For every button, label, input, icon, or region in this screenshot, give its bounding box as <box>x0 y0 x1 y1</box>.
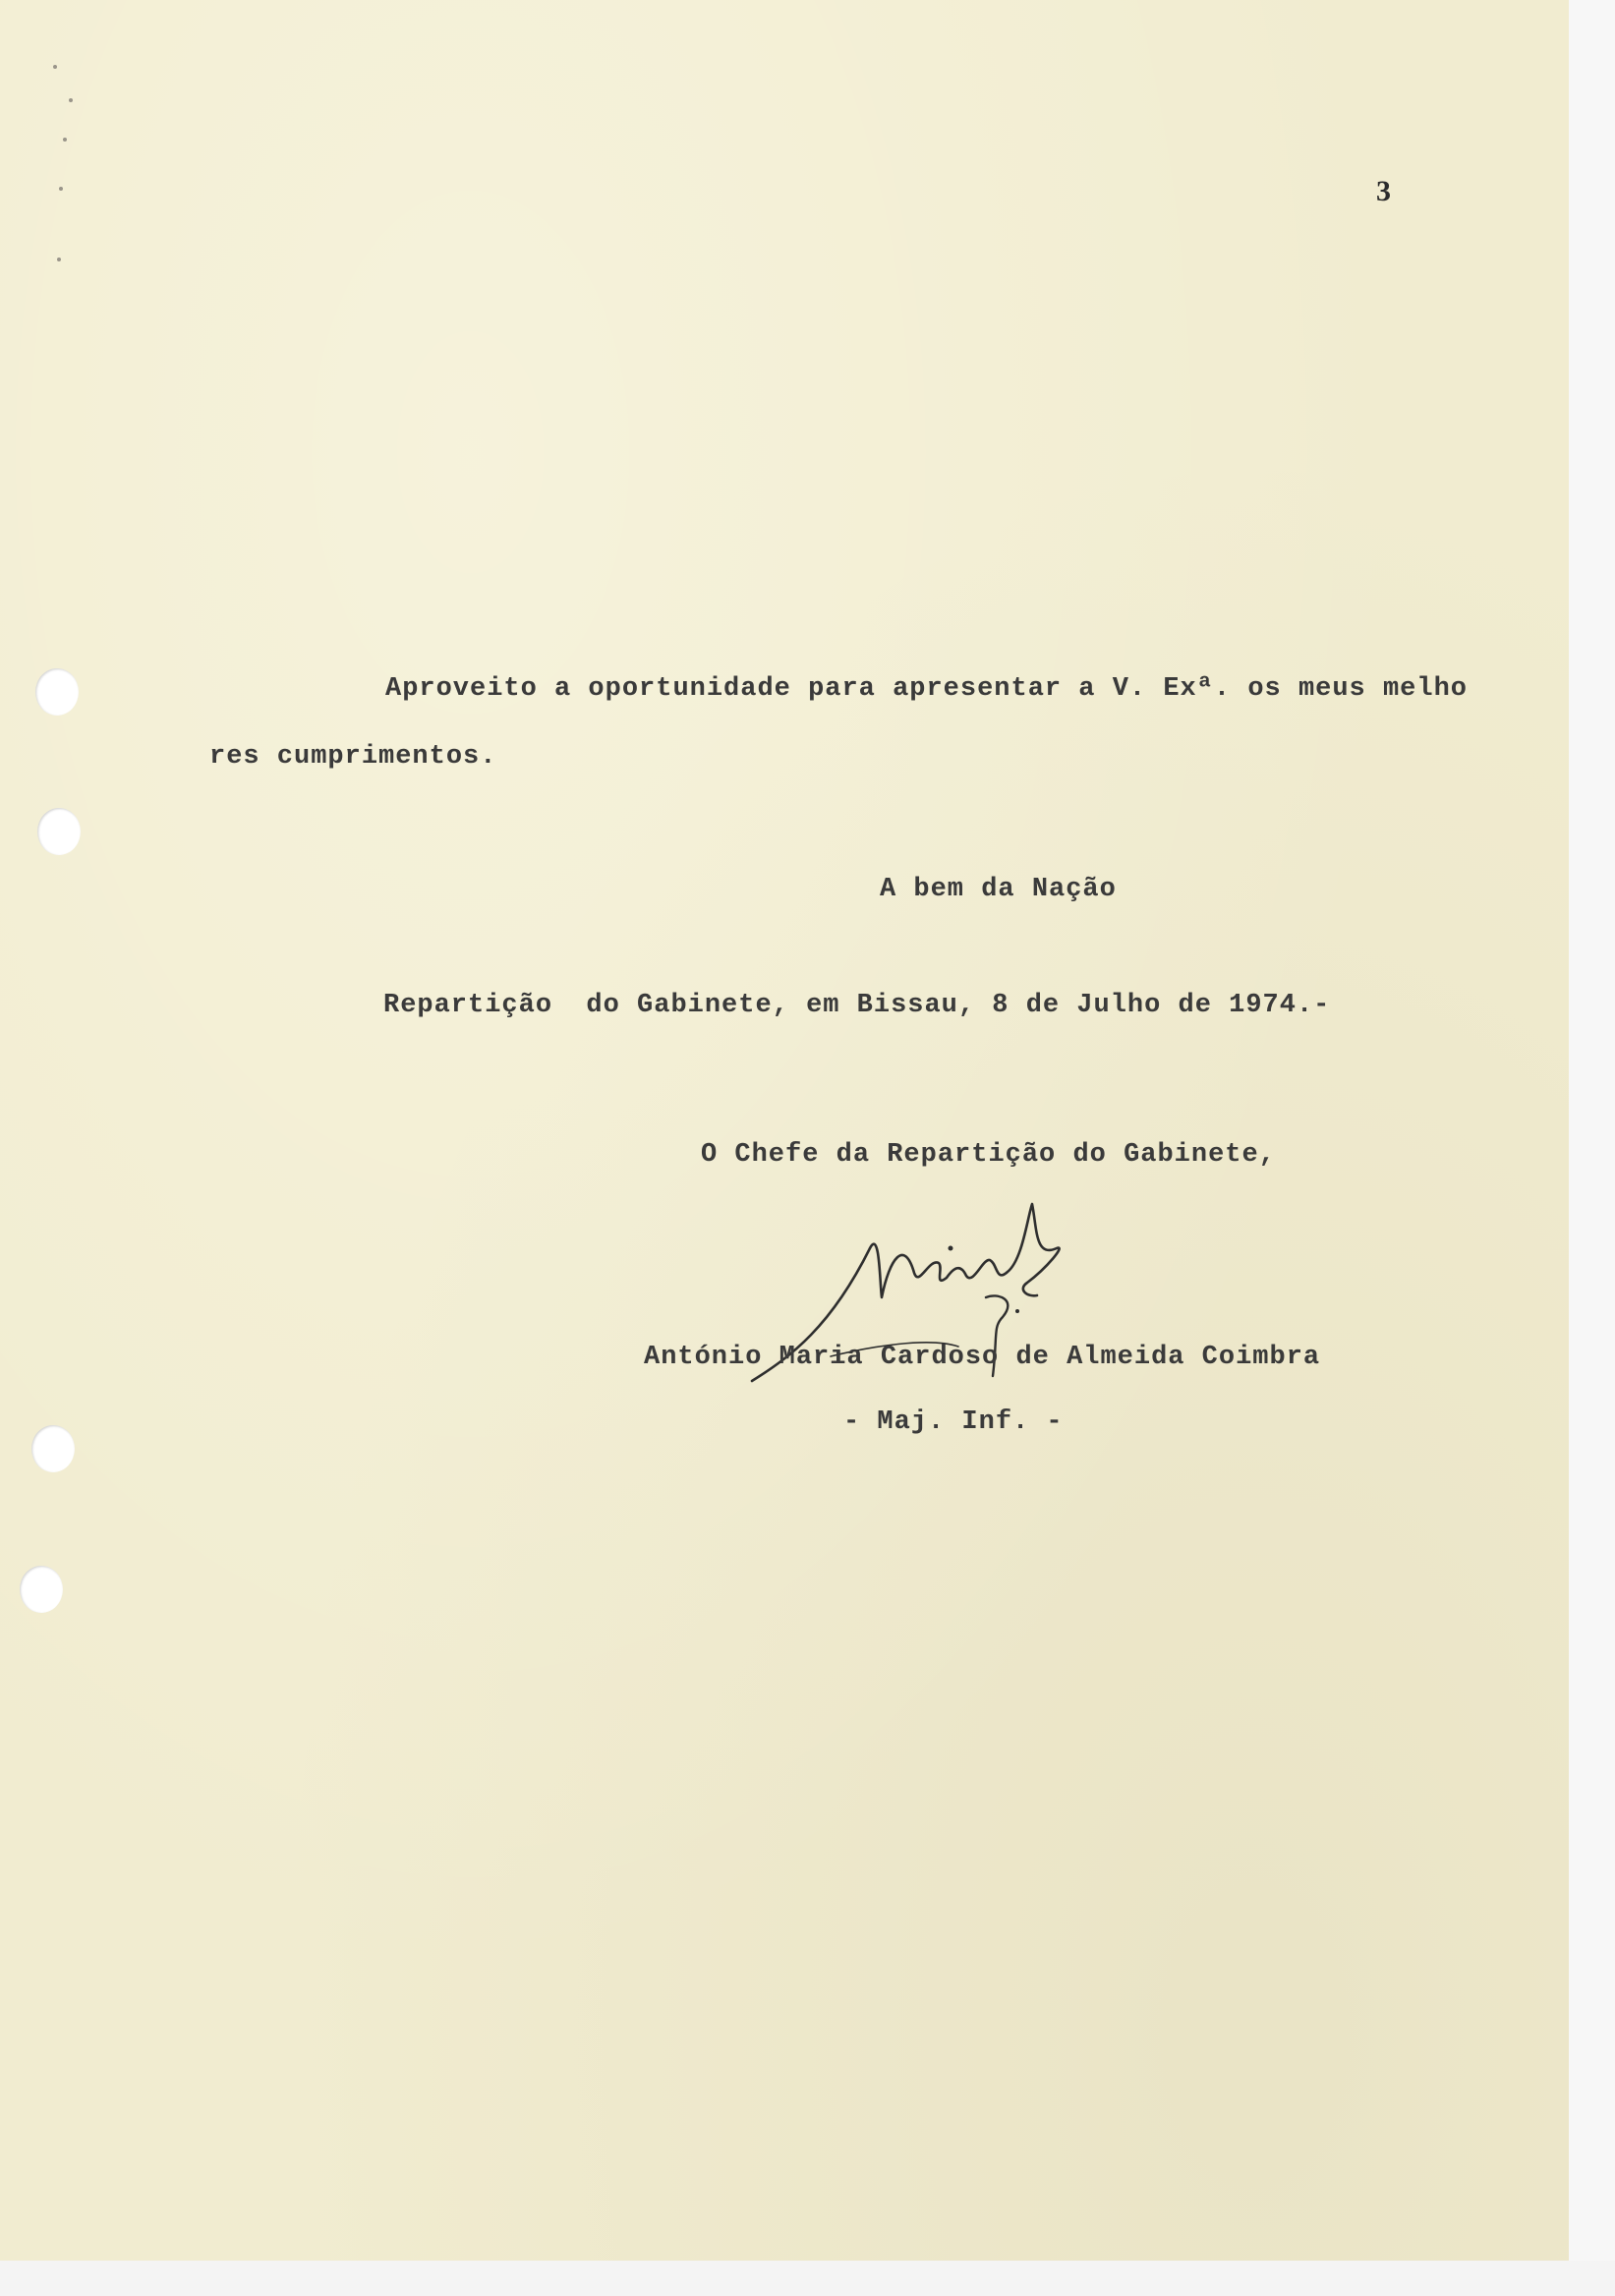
scan-margin-bottom <box>0 2261 1615 2296</box>
place-date-line: Repartição do Gabinete, em Bissau, 8 de Julho de 1974.- <box>383 991 1331 1020</box>
binding-mark <box>53 65 57 69</box>
signatory-rank: - Maj. Inf. - <box>843 1407 1064 1437</box>
punch-hole <box>37 808 81 855</box>
page-number: 3 <box>1376 175 1391 207</box>
salutation: A bem da Nação <box>880 875 1117 904</box>
punch-hole <box>31 1425 75 1472</box>
signatory-title: O Chefe da Repartição do Gabinete, <box>701 1140 1276 1170</box>
scan-margin-right <box>1569 0 1615 2296</box>
closing-line-1: Aproveito a oportunidade para apresentar a V. Exª. os meus melho <box>385 674 1468 704</box>
binding-mark <box>69 98 73 102</box>
punch-hole <box>35 668 79 716</box>
binding-mark <box>57 258 61 261</box>
closing-line-2: res cumprimentos. <box>209 742 497 772</box>
binding-mark <box>63 138 67 142</box>
punch-hole <box>20 1566 63 1613</box>
binding-mark <box>59 187 63 191</box>
signatory-name: António Maria Cardoso de Almeida Coimbra <box>644 1343 1321 1372</box>
